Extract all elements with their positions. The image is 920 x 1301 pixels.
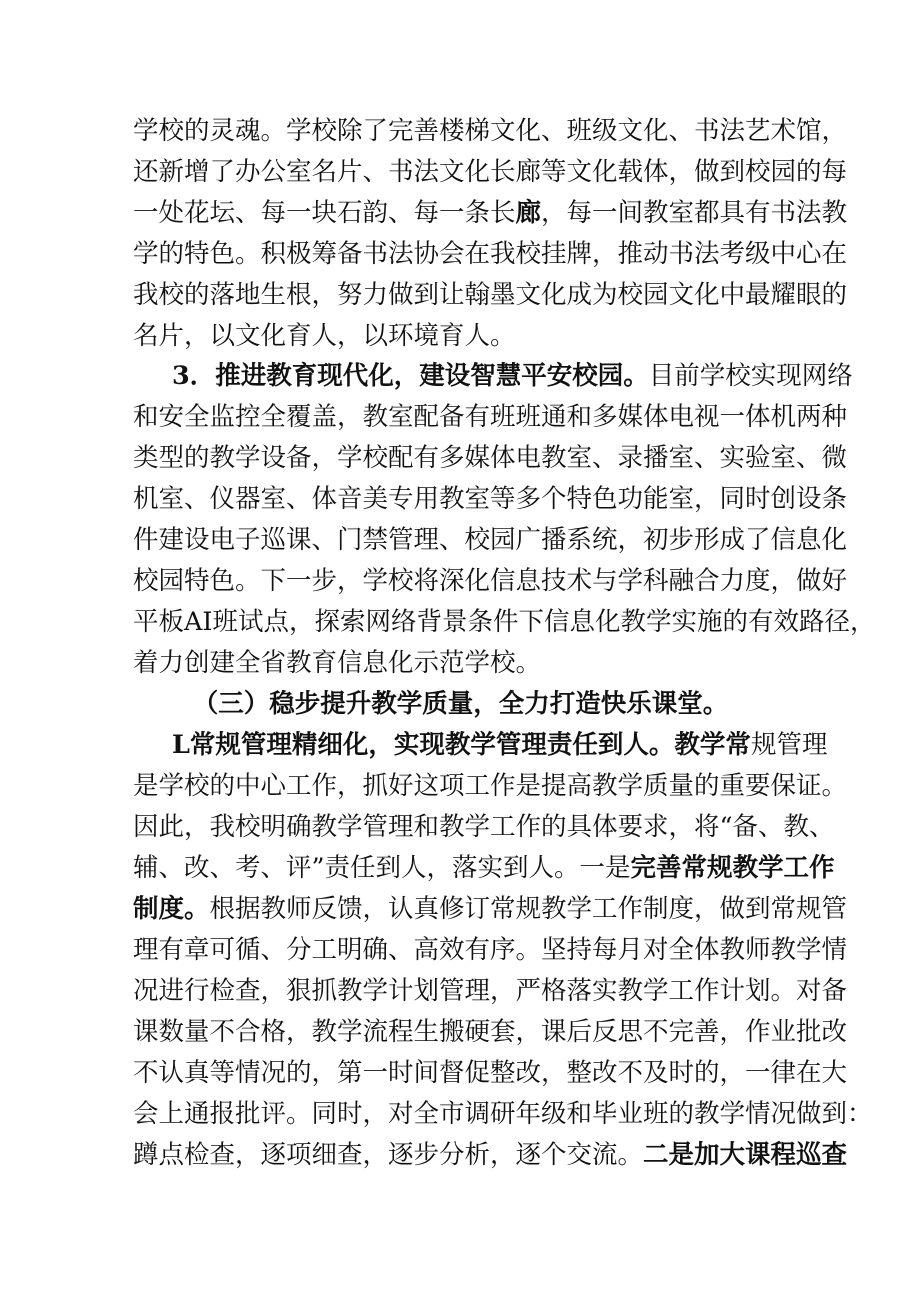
text-line: 况进行检查，狠抓教学计划管理，严格落实教学工作计划。对备	[133, 976, 848, 1006]
text-line: 学的特色。积极筹备书法协会在我校挂牌，推动书法考级中心在	[133, 239, 848, 269]
text-line: 不认真等情况的，第一时间督促整改，整改不及时的，一律在大	[133, 1058, 848, 1088]
text-line: 件建设电子巡课、门禁管理、校园广播系统，初步形成了信息化	[133, 525, 848, 555]
text-line: 校园特色。下一步，学校将深化信息技术与学科融合力度，做好	[133, 566, 848, 596]
text-line: 蹲点检查，逐项细查，逐步分析，逐个交流。二是加大课程巡查	[133, 1140, 848, 1170]
text-line: 平板AI班试点，探索网络背景条件下信息化教学实施的有效路径，	[133, 607, 876, 637]
text-line: 因此，我校明确教学管理和教学工作的具体要求，将“备、教、	[133, 812, 835, 842]
text-line: 我校的落地生根，努力做到让翰墨文化成为校园文化中最耀眼的	[133, 280, 848, 310]
text-line: 机室、仪器室、体音美专用教室等多个特色功能室，同时创设条	[133, 484, 848, 514]
text-line: 还新增了办公室名片、书法文化长廊等文化载体，做到校园的每	[133, 157, 848, 187]
text-line: 名片，以文化育人，以环境育人。	[133, 321, 516, 351]
section-item-3-title: 3．推进教育现代化，建设智慧平安校园。	[172, 361, 649, 391]
text-line: 一处花坛、每一块石韵、每一条长廊，每一间教室都具有书法教	[133, 198, 848, 228]
section-item-1-title: L常规管理精细化，实现教学管理责任到人。教学常	[172, 730, 751, 760]
text-line: 课数量不合格，教学流程生搬硬套，课后反思不完善，作业批改	[133, 1017, 848, 1047]
text-line: 着力创建全省教育信息化示范学校。	[133, 648, 542, 678]
text-line: 和安全监控全覆盖，教室配备有班班通和多媒体电视一体机两种	[133, 402, 848, 432]
section-item-3: 3．推进教育现代化，建设智慧平安校园。目前学校实现网络	[172, 361, 853, 391]
text-line: 类型的教学设备，学校配有多媒体电教室、录播室、实验室、微	[133, 443, 848, 473]
text-line: 会上通报批评。同时，对全市调研年级和毕业班的教学情况做到：	[133, 1099, 873, 1129]
section-item-1: L常规管理精细化，实现教学管理责任到人。教学常规管理	[172, 730, 828, 760]
section-heading-3: （三）稳步提升教学质量，全力打造快乐课堂。	[192, 689, 729, 719]
text-line: 理有章可循、分工明确、高效有序。坚持每月对全体教师教学情	[133, 935, 848, 965]
text-line: 是学校的中心工作，抓好这项工作是提高教学质量的重要保证。	[133, 771, 848, 801]
text-line: 辅、改、考、评”责任到人，落实到人。一是完善常规教学工作	[133, 853, 835, 883]
text-line: 制度。根据教师反馈，认真修订常规教学工作制度，做到常规管	[133, 894, 848, 924]
text-line: 学校的灵魂。学校除了完善楼梯文化、班级文化、书法艺术馆，	[133, 116, 848, 146]
